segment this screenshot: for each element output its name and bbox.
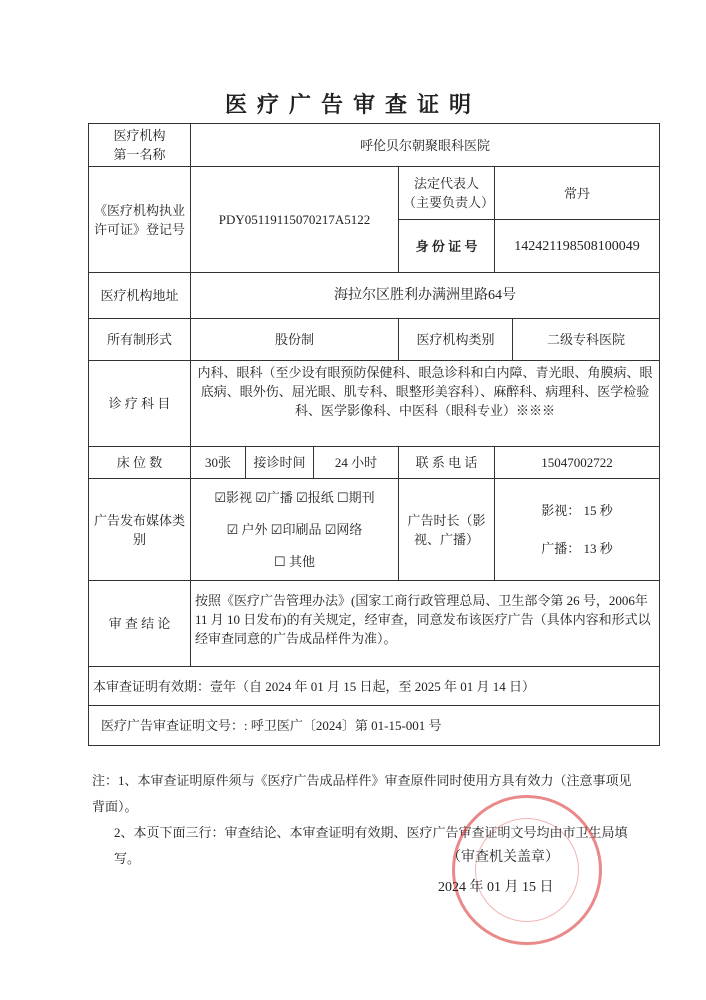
hours-label: 接诊时间 bbox=[245, 446, 314, 479]
official-seal bbox=[452, 795, 602, 945]
id-label: 身 份 证 号 bbox=[398, 219, 495, 273]
hospital-type: 二级专科医院 bbox=[512, 318, 660, 361]
departments: 内科、眼科（至少设有眼预防保健科、眼急诊科和白内障、青光眼、角膜病、眼底病、眼外伤、屈光眼、肌专科、眼整形美容科）、麻醉科、病理科、医学检验科、医学影像科、中医科（眼科专业）※※※ bbox=[190, 360, 660, 447]
rep-label: 法定代表人（主要负责人） bbox=[398, 166, 495, 220]
radio-duration: 广播： 13 秒 bbox=[541, 541, 613, 557]
note-2: 2、本页下面三行：审查结论、本审查证明有效期、医疗广告审查证明文号均由市卫生局填写。 bbox=[114, 825, 628, 866]
media-line-2: ☑ 户外 ☑印刷品 ☑网络 bbox=[226, 521, 363, 537]
durations bbox=[494, 478, 660, 581]
media-label: 广告发布媒体类别 bbox=[88, 478, 191, 581]
bed-label: 床 位 数 bbox=[88, 446, 191, 479]
conclusion: 按照《医疗广告管理办法》(国家工商行政管理总局、卫生部令第 26 号，2006年 11 月 10 日发布)的有关规定，经审查，同意发布该医疗广告（具体内容和形式以经审查同意的广告成品样件为准）。 bbox=[190, 580, 660, 667]
media-line-3: ☐ 其他 bbox=[274, 554, 315, 570]
id-number: 142421198508100049 bbox=[494, 219, 660, 273]
media-line-1: ☑影视 ☑广播 ☑报纸 ☐期刊 bbox=[214, 489, 375, 505]
certificate-number: 医疗广告审查证明文号：: 呼卫医广〔2024〕第 01-15-001 号 bbox=[88, 705, 660, 746]
license-label: 《医疗机构执业许可证》登记号 bbox=[88, 166, 191, 273]
duration-label: 广告时长（影视、广播） bbox=[398, 478, 495, 581]
validity: 本审查证明有效期：壹年（自 2024 年 01 月 15 日起，至 2025 年 01 月 14 日） bbox=[88, 666, 660, 706]
bed-count: 30张 bbox=[190, 446, 246, 479]
note-1: 注：1、本审查证明原件须与《医疗广告成品样件》审查原件同时使用方具有效力（注意事项见背面）。 bbox=[92, 773, 632, 814]
tv-duration: 影视： 15 秒 bbox=[541, 502, 613, 518]
dept-label: 诊 疗 科 目 bbox=[88, 360, 191, 447]
hours: 24 小时 bbox=[313, 446, 399, 479]
type-label: 医疗机构类别 bbox=[398, 318, 513, 361]
issue-date: 2024 年 01 月 15 日 bbox=[438, 880, 554, 895]
conclusion-label: 审 查 结 论 bbox=[88, 580, 191, 667]
seal-label: （审查机关盖章） bbox=[447, 850, 559, 865]
hospital-name: 呼伦贝尔朝聚眼科医院 bbox=[190, 123, 660, 167]
phone: 15047002722 bbox=[494, 446, 660, 479]
address-label: 医疗机构地址 bbox=[88, 272, 191, 319]
document-title: 医疗广告审查证明 bbox=[224, 92, 481, 117]
ownership: 股份制 bbox=[190, 318, 399, 361]
license-number: PDY05119115070217A5122 bbox=[190, 166, 399, 273]
name-label: 医疗机构 第一名称 bbox=[88, 123, 191, 167]
media-options bbox=[190, 478, 399, 581]
seal-inner-ring bbox=[475, 818, 579, 922]
phone-label: 联 系 电 话 bbox=[398, 446, 495, 479]
address: 海拉尔区胜利办满洲里路64号 bbox=[190, 272, 660, 319]
ownership-label: 所有制形式 bbox=[88, 318, 191, 361]
rep-name: 常丹 bbox=[494, 166, 660, 220]
